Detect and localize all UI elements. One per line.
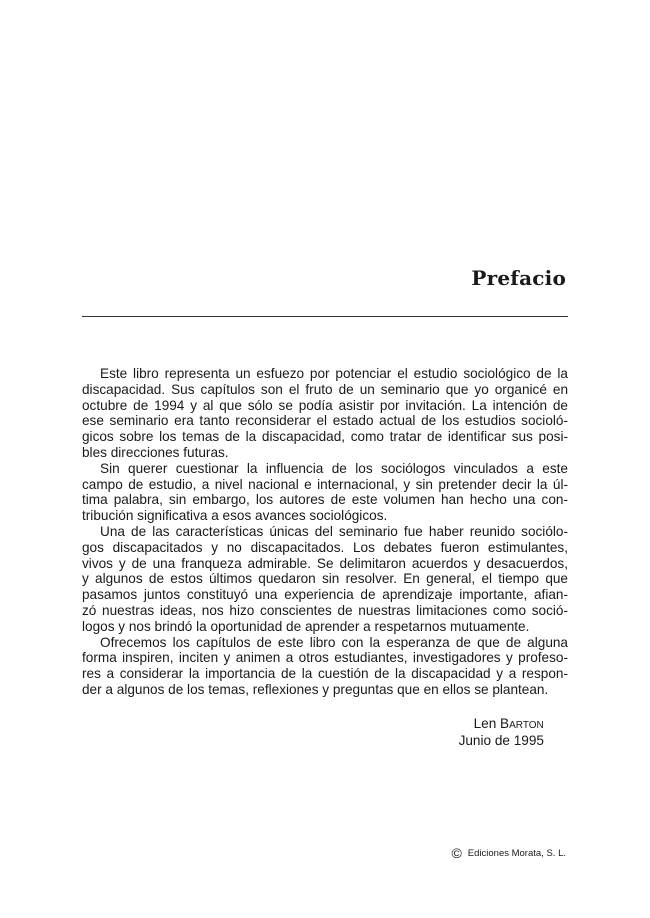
- body-line: Una de las características únicas del seminario fue haber reunido sociólo-: [100, 523, 568, 539]
- body-line: Ofrecemos los capítulos de este libro con la esperanza de que de alguna: [100, 634, 568, 650]
- body-line: tima palabra, sin embargo, los autores de este volumen han hecho una con-: [82, 492, 568, 508]
- page-footer: [451, 846, 566, 860]
- body-line: vivos y de una franqueza admirable. Se delimitaron acuerdos y desacuerdos,: [82, 555, 568, 571]
- body-line: gicos sobre los temas de la discapacidad, como tratar de identificar sus posi-: [82, 429, 568, 445]
- body-line: Sin querer cuestionar la influencia de los sociólogos vinculados a este: [100, 460, 568, 476]
- body-line: ese seminario era tanto reconsiderar el estado actual de los estudios socioló-: [82, 413, 568, 429]
- body-line: der a algunos de los temas, reflexiones y preguntas que en ellos se plantean.: [82, 681, 549, 697]
- body-line: bles direcciones futuras.: [82, 444, 229, 460]
- author-name: [459, 715, 544, 732]
- body-line: y algunos de estos últimos quedaron sin resolver. En general, el tiempo que: [82, 571, 568, 587]
- body-line: pasamos juntos constituyó una experiencia de aprendizaje importante, afian-: [82, 587, 568, 603]
- body-line: Este libro representa un esfuezo por potenciar el estudio sociológico de la: [100, 366, 568, 381]
- body-line: zó nuestras ideas, nos hizo conscientes de nuestras limitaciones como soció-: [82, 602, 568, 618]
- author-surname: Barton: [500, 716, 544, 731]
- body-line: gos discapacitados y no discapacitados. Los debates fueron estimulantes,: [82, 539, 568, 555]
- signature-date: Junio de 1995: [458, 733, 544, 748]
- preface-body: [82, 366, 568, 698]
- body-line: res a considerar la importancia de la cuestión de la discapacidad y a respon-: [82, 666, 568, 682]
- publisher-name: Ediciones Morata, S. L.: [467, 847, 566, 859]
- author-first-name: Len: [473, 716, 497, 731]
- title-divider: [82, 316, 568, 317]
- body-line: logos y nos brindó la oportunidad de aprender a respetarnos mutuamente.: [82, 618, 530, 634]
- body-line: octubre de 1994 y al que sólo se podía asistir por invitación. La intención de: [82, 397, 568, 413]
- body-line: forma inspiren, inciten y animen a otros estudiantes, investigadores y profeso-: [82, 650, 568, 666]
- copyright-icon: ©: [451, 845, 462, 861]
- body-line: campo de estudio, a nivel nacional e internacional, y sin pretender decir la úl-: [82, 476, 568, 492]
- chapter-title: Prefacio: [471, 266, 566, 290]
- body-line: tribución significativa a esos avances sociológicos.: [82, 508, 388, 524]
- signature-block: [459, 715, 544, 749]
- body-line: discapacidad. Sus capítulos son el fruto de un seminario que yo organicé en: [82, 381, 568, 397]
